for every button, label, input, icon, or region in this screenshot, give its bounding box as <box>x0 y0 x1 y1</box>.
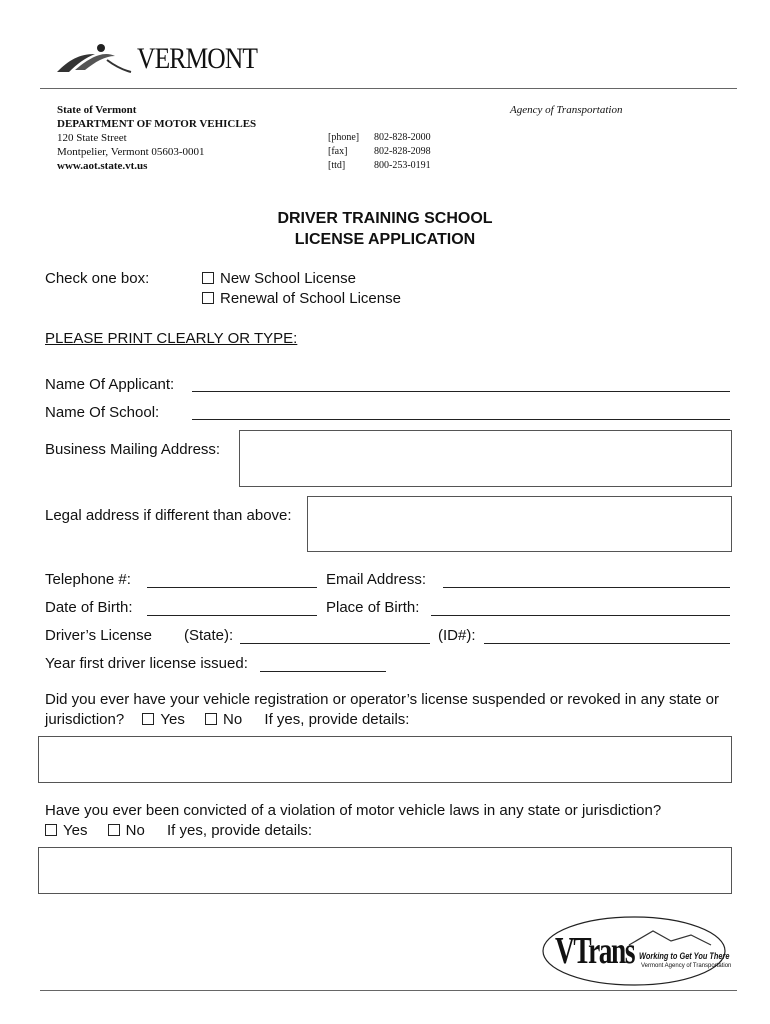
question1-no-option[interactable] <box>205 711 242 728</box>
question2-text: Have you ever been convicted of a violation of motor vehicle laws in any state or jurisdiction? <box>45 802 662 819</box>
question2-no-checkbox[interactable] <box>108 824 120 836</box>
print-instruction: PLEASE PRINT CLEARLY OR TYPE: <box>45 330 298 347</box>
website-link[interactable]: www.aot.state.vt.us <box>57 160 148 172</box>
phone-value: 802-828-2000 <box>374 132 431 143</box>
question1-details-field[interactable] <box>38 736 732 783</box>
new-license-label: New School License <box>220 270 356 287</box>
question2-yes-option[interactable] <box>45 822 87 839</box>
telephone-label: Telephone #: <box>45 571 131 588</box>
vtrans-brand: VTrans <box>555 930 635 972</box>
fax-value: 802-828-2098 <box>374 146 431 157</box>
question1-no-checkbox[interactable] <box>205 713 217 725</box>
department-name: DEPARTMENT OF MOTOR VEHICLES <box>57 118 257 130</box>
place-of-birth-label: Place of Birth: <box>326 599 420 616</box>
street-address: 120 State Street <box>57 132 127 144</box>
renewal-license-checkbox[interactable] <box>202 292 214 304</box>
address-block <box>57 103 256 173</box>
place-of-birth-field[interactable] <box>431 615 730 616</box>
question2-details-field[interactable] <box>38 847 732 894</box>
question2-details-label: If yes, provide details: <box>167 822 313 839</box>
question2-no-option[interactable] <box>108 822 145 839</box>
year-first-license-field[interactable] <box>260 671 386 672</box>
email-field[interactable] <box>443 587 730 588</box>
renewal-license-label: Renewal of School License <box>220 290 401 307</box>
name-of-applicant-field[interactable] <box>192 391 730 392</box>
question1-text: Did you ever have your vehicle registration or operator’s license suspended or revoked in any state or <box>45 691 719 708</box>
name-of-school-field[interactable] <box>192 419 730 420</box>
telephone-field[interactable] <box>147 587 317 588</box>
ttd-label: [ttd] <box>328 160 346 171</box>
renewal-license-option[interactable] <box>202 290 401 307</box>
new-license-checkbox[interactable] <box>202 272 214 284</box>
vtrans-logo <box>541 915 732 987</box>
question1-answer-row <box>45 711 409 728</box>
state-name: State of Vermont <box>57 104 137 116</box>
license-id-label: (ID#): <box>438 627 476 644</box>
question2-answer-row <box>45 822 312 839</box>
question2-yes-label: Yes <box>63 822 88 839</box>
title-line-2: LICENSE APPLICATION <box>294 231 476 248</box>
business-address-field[interactable] <box>239 430 732 487</box>
year-first-license-label: Year first driver license issued: <box>45 655 248 672</box>
new-license-option[interactable] <box>202 270 356 287</box>
legal-address-label: Legal address if different than above: <box>45 507 292 524</box>
title-line-1: DRIVER TRAINING SCHOOL <box>277 210 493 227</box>
ttd-value: 800-253-0191 <box>374 160 431 171</box>
question1-yes-option[interactable] <box>142 711 184 728</box>
question2-yes-checkbox[interactable] <box>45 824 57 836</box>
question1-yes-label: Yes <box>160 711 185 728</box>
license-state-label: (State): <box>184 627 234 644</box>
question1-yes-checkbox[interactable] <box>142 713 154 725</box>
mountain-logo-icon <box>55 40 135 76</box>
dob-label: Date of Birth: <box>45 599 133 616</box>
agency-name: Agency of Transportation <box>510 104 623 116</box>
vtrans-subtitle: Vermont Agency of Transportation <box>641 963 732 969</box>
form-title <box>0 208 770 250</box>
contact-block <box>328 131 431 173</box>
drivers-license-label: Driver’s License <box>45 627 152 644</box>
license-id-field[interactable] <box>484 643 730 644</box>
question1-prefix: jurisdiction? <box>45 711 125 728</box>
header-rule <box>40 88 737 89</box>
vtrans-slogan: Working to Get You There <box>639 951 730 961</box>
vermont-logo <box>55 40 275 80</box>
name-of-school-label: Name Of School: <box>45 404 160 421</box>
fax-label: [fax] <box>328 146 348 157</box>
name-of-applicant-label: Name Of Applicant: <box>45 376 175 393</box>
check-one-label: Check one box: <box>45 270 150 287</box>
footer-rule <box>40 990 737 991</box>
question1-details-label: If yes, provide details: <box>264 711 410 728</box>
email-label: Email Address: <box>326 571 427 588</box>
legal-address-field[interactable] <box>307 496 732 552</box>
license-state-field[interactable] <box>240 643 430 644</box>
dob-field[interactable] <box>147 615 317 616</box>
question2-no-label: No <box>125 822 145 839</box>
question1-no-label: No <box>223 711 243 728</box>
business-address-label: Business Mailing Address: <box>45 441 221 458</box>
logo-text: VERMONT <box>137 42 258 75</box>
city-address: Montpelier, Vermont 05603-0001 <box>57 146 205 158</box>
phone-label: [phone] <box>328 132 360 143</box>
